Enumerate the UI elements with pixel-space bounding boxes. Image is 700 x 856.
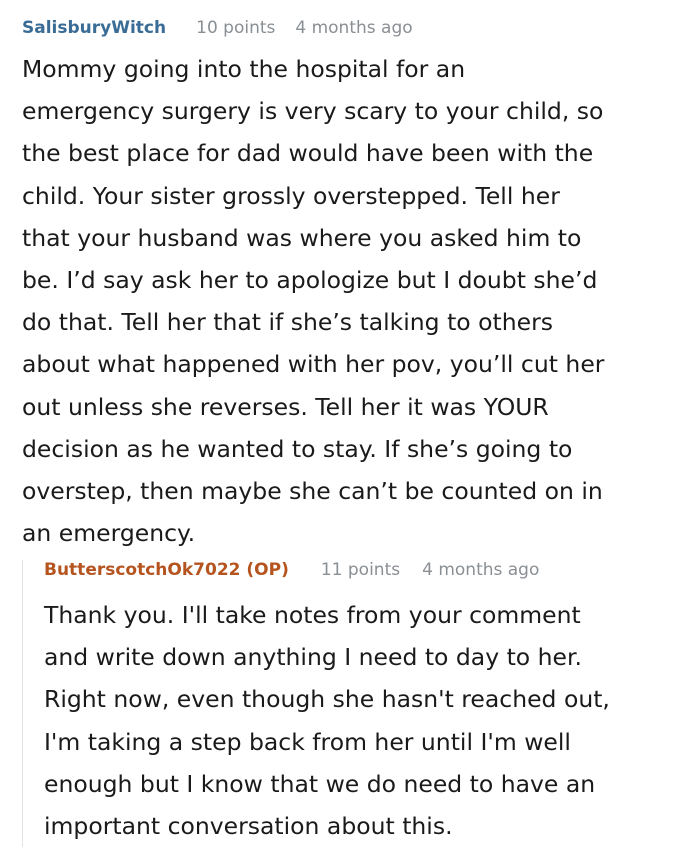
comment-line: the best place for dad would have been with the <box>22 139 594 168</box>
comment-line: emergency surgery is very scary to your child, so <box>22 97 604 126</box>
comment-line: Mommy going into the hospital for an <box>22 55 466 83</box>
comment-line: overstep, then maybe she can’t be counted on in <box>22 477 603 506</box>
reply-comment <box>22 560 700 847</box>
reply-line: Thank you. I'll take notes from your comment <box>44 601 581 629</box>
reply-timestamp: 4 months ago <box>422 560 540 580</box>
comment-line: out unless she reverses. Tell her it was YOUR <box>22 392 549 421</box>
comment-body <box>22 48 682 554</box>
comment-line: decision as he wanted to stay. If she’s going to <box>22 434 573 463</box>
comment-line: do that. Tell her that if she’s talking to others <box>22 308 553 337</box>
reply-body <box>44 594 700 847</box>
reply-line: and write down anything I need to day to her. <box>44 643 582 672</box>
reply-line: important conversation about this. <box>44 812 453 841</box>
comment-author-link[interactable]: SalisburyWitch <box>22 18 167 38</box>
reply-author-link[interactable]: ButterscotchOk7022 (OP) <box>44 560 289 580</box>
comment-line: be. I’d say ask her to apologize but I doubt she’d <box>22 266 598 295</box>
comment <box>22 18 682 554</box>
comment-points: 10 points <box>196 18 276 38</box>
reply-meta <box>44 560 700 592</box>
reply-line: enough but I know that we do need to have an <box>44 769 596 798</box>
comment-line: about what happened with her pov, you’ll cut her <box>22 350 605 379</box>
comment-meta <box>22 18 682 44</box>
comment-timestamp: 4 months ago <box>295 18 413 38</box>
reply-points: 11 points <box>320 560 401 580</box>
comment-line: that your husband was where you asked him to <box>22 223 582 252</box>
comment-line: child. Your sister grossly overstepped. Tell her <box>22 181 560 210</box>
reply-line: I'm taking a step back from her until I'm well <box>44 727 571 756</box>
comment-line: an emergency. <box>22 519 196 548</box>
reply-line: Right now, even though she hasn't reached out, <box>44 685 610 714</box>
